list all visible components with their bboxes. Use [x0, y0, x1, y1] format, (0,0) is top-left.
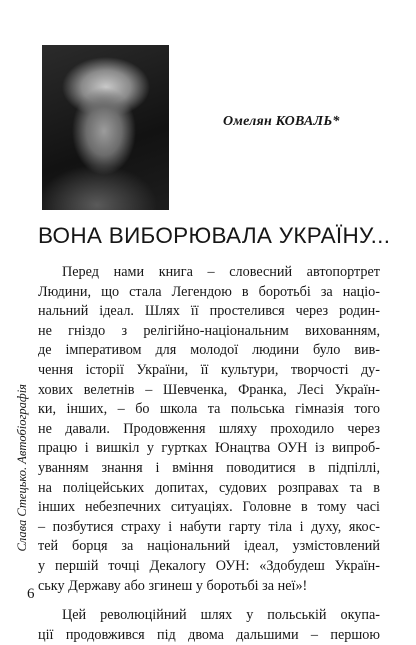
- author-portrait-photo: [42, 45, 169, 210]
- text-line: – позбутися страху і набути гарту тіла і духу, якос-: [38, 518, 380, 535]
- text-line: не давали. Продовження шляху проходило через: [38, 420, 380, 437]
- text-line: чення історії України, її культури, творчості ду-: [38, 361, 380, 378]
- text-line: у першій точці Декалогу ОУН: «Здобудеш Україн-: [38, 557, 380, 574]
- paragraph-1: [38, 263, 380, 596]
- text-line: ки, інших, – бо школа та польська гімназія того: [38, 401, 380, 418]
- text-line: хових велетнів – Шевченка, Франка, Лесі Україн-: [38, 381, 380, 398]
- text-line: Перед нами книга – словесний автопортрет: [62, 264, 380, 280]
- paragraph-2: [38, 606, 380, 645]
- text-line: на поліцейських допитах, судових розправах та в: [38, 479, 380, 496]
- text-line: ції продовжився під двома дальшими – першою: [38, 626, 380, 643]
- text-line: не гніздо з релігійно-національним вихованням,: [38, 322, 380, 339]
- text-line: Людини, що стала Легендою в боротьбі за націо-: [38, 283, 380, 300]
- chapter-title: ВОНА ВИБОРЮВАЛА УКРАЇНУ...: [38, 223, 391, 248]
- running-head-vertical: [12, 380, 32, 555]
- text-line: де імперативом для молодої людини було вив-: [38, 342, 380, 359]
- text-line: працю і вишкіл у гуртках Юнацтва ОУН із випроб-: [38, 440, 380, 457]
- text-line: Цей революційний шлях у польській окупа-: [62, 607, 380, 624]
- author-name: Омелян КОВАЛЬ*: [223, 114, 340, 129]
- text-line: нальний ідеал. Шлях її простелився через родин-: [38, 303, 380, 320]
- text-line: уванням знання і вміння поводитися в підпіллі,: [38, 459, 380, 476]
- side-caption: Слава Стецько. Автобіографія: [14, 383, 29, 552]
- text-line: тей борця за національний ідеал, узмістовлений: [38, 538, 380, 555]
- page-number: 6: [27, 586, 35, 602]
- text-line: інших небезпечних ситуаціях. Головне в тому часі: [38, 499, 380, 516]
- text-line: ську Державу або згинеш у боротьбі за неї»!: [38, 577, 308, 594]
- body-text: [38, 263, 380, 645]
